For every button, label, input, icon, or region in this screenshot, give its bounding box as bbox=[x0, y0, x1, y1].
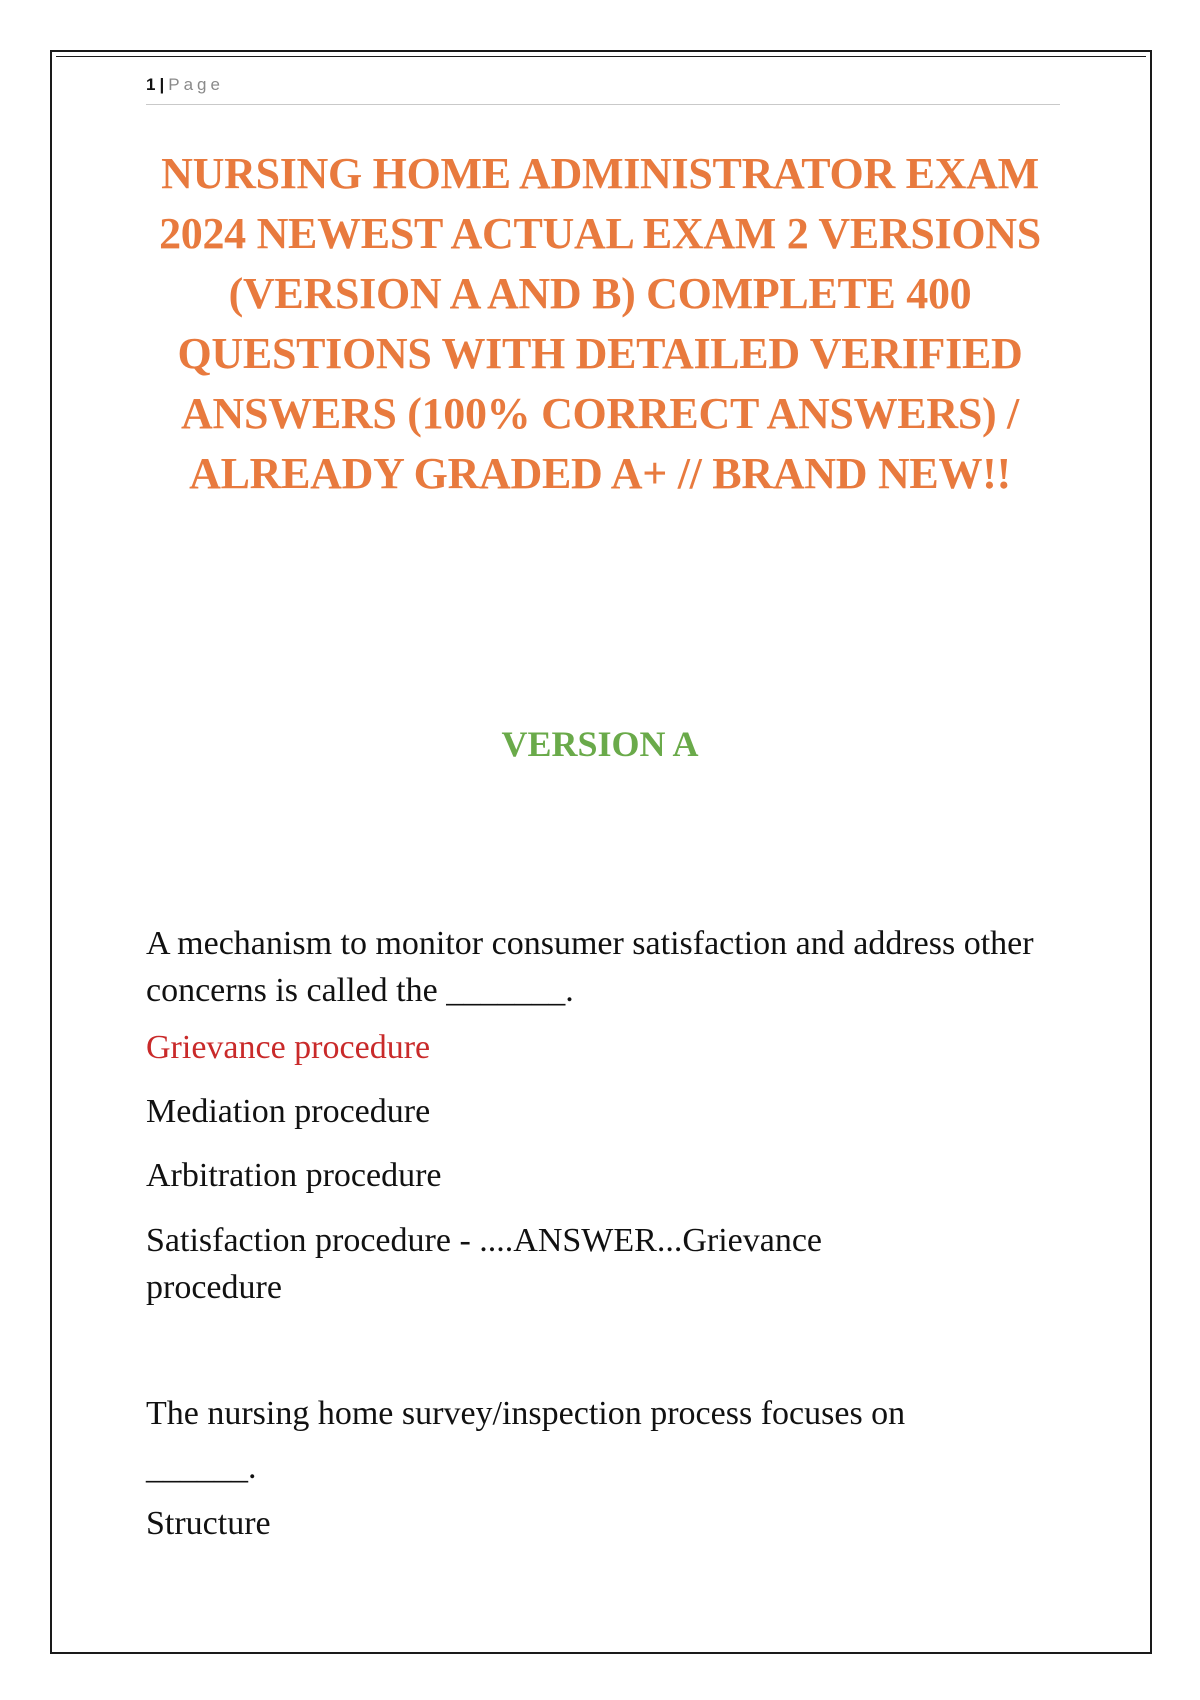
page-separator: | bbox=[159, 75, 165, 94]
question-2-prompt-line-2: ______. bbox=[146, 1449, 257, 1486]
page-border-inner-line bbox=[56, 56, 1146, 57]
page-number: 1 bbox=[146, 75, 156, 94]
page-word: Page bbox=[168, 75, 224, 94]
question-1-prompt: A mechanism to monitor consumer satisfaction and address other concerns is called the _______. bbox=[146, 925, 1034, 1009]
question-2-option-1: Structure bbox=[146, 1505, 271, 1542]
question-1-option-3: Arbitration procedure bbox=[146, 1157, 442, 1194]
page-header bbox=[146, 72, 1060, 105]
question-1-option-2: Mediation procedure bbox=[146, 1093, 431, 1130]
document-title: NURSING HOME ADMINISTRATOR EXAM 2024 NEWEST ACTUAL EXAM 2 VERSIONS (VERSION A AND B) COMPLETE 400 QUESTIONS WITH DETAILED VERIFIED ANSWERS (100% CORRECT ANSWERS) / ALREADY GRADED A+ // BRAND NEW!! bbox=[159, 149, 1041, 498]
question-1-option-4: Satisfaction procedure - ....ANSWER...Grievance procedure bbox=[146, 1222, 822, 1306]
question-2-prompt-line-1: The nursing home survey/inspection process focuses on bbox=[146, 1395, 906, 1432]
version-heading: VERSION A bbox=[501, 724, 699, 764]
question-1-option-1: Grievance procedure bbox=[146, 1029, 431, 1066]
